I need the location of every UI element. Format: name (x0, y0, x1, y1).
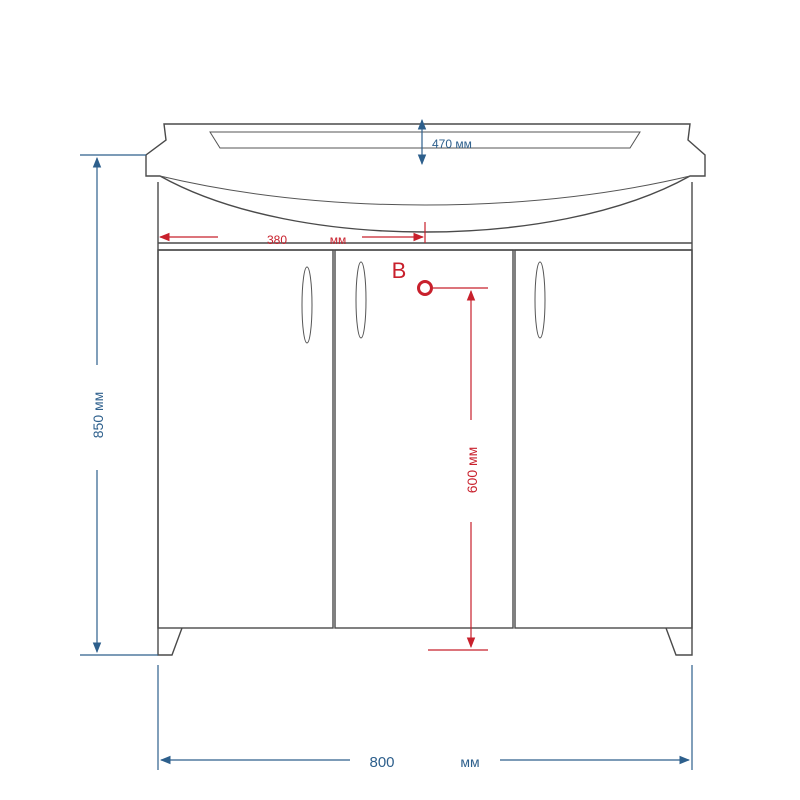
height-label: 850 мм (90, 391, 106, 439)
width-unit: мм (460, 754, 480, 770)
drain-offset-dimension (160, 222, 425, 243)
depth-label: 470 мм (432, 137, 472, 151)
drain-height-label: 600 мм (464, 446, 480, 494)
drain-offset-unit: мм (329, 233, 347, 247)
drain-offset-value: 380 (266, 233, 288, 247)
door-handle-right (535, 262, 545, 338)
width-dimension (158, 665, 692, 770)
width-value: 800 (369, 754, 395, 771)
cabinet-leg-right (666, 628, 692, 655)
sink-basin (146, 124, 705, 232)
cabinet-leg-left (158, 628, 182, 655)
drain-point-icon (419, 282, 432, 295)
drain-point-label: В (391, 258, 407, 283)
cabinet-door-right (515, 250, 692, 628)
cabinet-body (158, 182, 692, 628)
door-handle-left (302, 267, 312, 343)
cabinet-door-left (158, 250, 333, 628)
cabinet-door-middle (335, 250, 513, 628)
door-handle-middle (356, 262, 366, 338)
